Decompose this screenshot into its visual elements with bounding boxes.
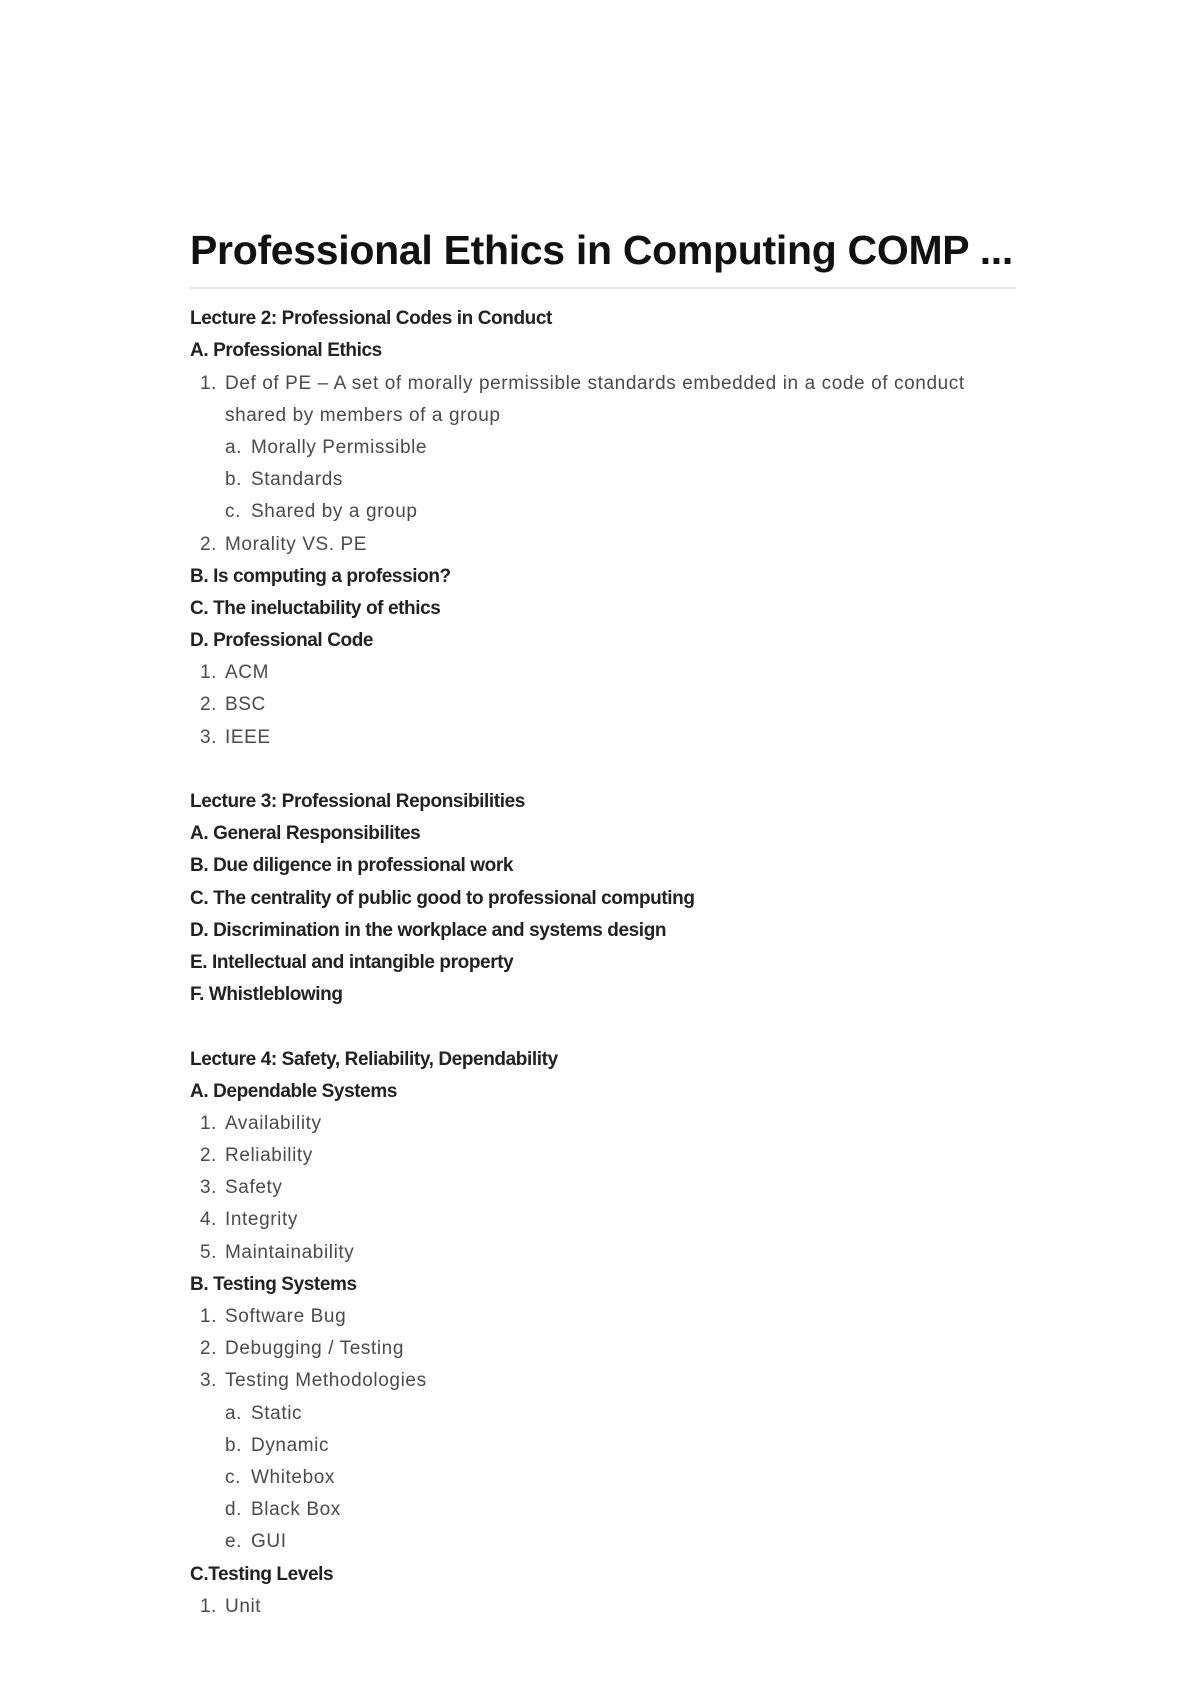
list-item-text: Safety [225,1177,283,1199]
list-item [190,1140,1016,1172]
section-heading: C. The ineluctability of ethics [190,597,441,619]
sub-list-item [190,432,1016,464]
list-marker: 1. [200,662,218,684]
list-item-text: Black Box [251,1499,341,1521]
list-marker: 1. [200,1595,218,1617]
document-title: Professional Ethics in Computing COMP ... [190,226,1016,289]
list-marker: 2. [200,1338,218,1360]
sub-list-item [190,1398,1016,1430]
sub-list-item [190,464,1016,496]
list-item [190,1301,1016,1333]
list-marker: c. [225,1466,241,1488]
list-item [190,1172,1016,1204]
list-marker: 3. [200,726,218,748]
section-heading: E. Intellectual and intangible property [190,951,514,973]
document-content [190,303,1016,1623]
list-marker: c. [225,501,241,523]
list-marker: 2. [200,1145,218,1167]
list-item-text: Reliability [225,1145,313,1167]
list-marker: b. [225,469,243,491]
section-heading: C.Testing Levels [190,1563,334,1585]
list-marker: d. [225,1499,243,1521]
list-item [190,1365,1016,1397]
list-marker: 1. [200,1306,218,1328]
list-item-text: Shared by a group [251,501,418,523]
list-item-text: Debugging / Testing [225,1338,405,1360]
list-item-text: Whitebox [251,1466,336,1488]
list-marker: 3. [200,1177,218,1199]
list-item-text: Maintainability [225,1241,355,1263]
section-heading: Lecture 2: Professional Codes in Conduct [190,308,552,330]
list-item [190,1204,1016,1236]
list-item [190,368,1016,432]
sub-list-item [190,1526,1016,1558]
list-item [190,722,1016,754]
sub-list-item [190,1430,1016,1462]
list-item-text: Testing Methodologies [225,1370,427,1392]
sub-list-item [190,1462,1016,1494]
list-item-text: Def of PE – A set of morally permissible standards embedded in a code of conduct shared by members of a group [225,372,965,426]
list-item-text: Unit [225,1595,262,1617]
list-marker: 3. [200,1370,218,1392]
section-heading: B. Due diligence in professional work [190,855,514,877]
section-heading: B. Testing Systems [190,1273,357,1295]
list-marker: 5. [200,1241,218,1263]
list-item-text: Morally Permissible [251,436,428,458]
list-item [190,1108,1016,1140]
list-item-text: Morality VS. PE [225,533,368,555]
sub-list-item [190,1494,1016,1526]
section-heading: A. Dependable Systems [190,1080,398,1102]
list-item [190,1591,1016,1623]
list-marker: 1. [200,1112,218,1134]
list-item-text: Availability [225,1112,322,1134]
list-marker: e. [225,1531,243,1553]
list-marker: b. [225,1434,243,1456]
section-heading: D. Discrimination in the workplace and systems design [190,919,667,941]
list-marker: a. [225,1402,243,1424]
sub-list-item [190,496,1016,528]
list-marker: 4. [200,1209,218,1231]
list-marker: 1. [200,372,218,394]
list-item [190,1333,1016,1365]
list-item [190,657,1016,689]
section-heading: C. The centrality of public good to professional computing [190,887,695,909]
list-item-text: ACM [225,662,270,684]
list-item-text: Standards [251,469,344,491]
section-heading: A. Professional Ethics [190,340,382,362]
section-heading: D. Professional Code [190,630,374,652]
list-item [190,1237,1016,1269]
list-item-text: Static [251,1402,303,1424]
list-item-text: GUI [251,1531,287,1553]
section-spacer [190,754,1016,786]
section-heading: F. Whistleblowing [190,984,343,1006]
list-item [190,529,1016,561]
list-item-text: Dynamic [251,1434,330,1456]
section-heading: B. Is computing a profession? [190,565,451,587]
section-spacer [190,1011,1016,1043]
section-heading: Lecture 3: Professional Reponsibilities [190,791,525,813]
section-heading: Lecture 4: Safety, Reliability, Dependability [190,1048,558,1070]
list-marker: 2. [200,533,218,555]
list-item-text: IEEE [225,726,271,748]
list-item-text: Integrity [225,1209,298,1231]
list-item-text: Software Bug [225,1306,347,1328]
section-heading: A. General Responsibilites [190,823,421,845]
list-marker: a. [225,436,243,458]
list-marker: 2. [200,694,218,716]
list-item-text: BSC [225,694,266,716]
list-item [190,689,1016,721]
document-page [190,226,1016,1623]
